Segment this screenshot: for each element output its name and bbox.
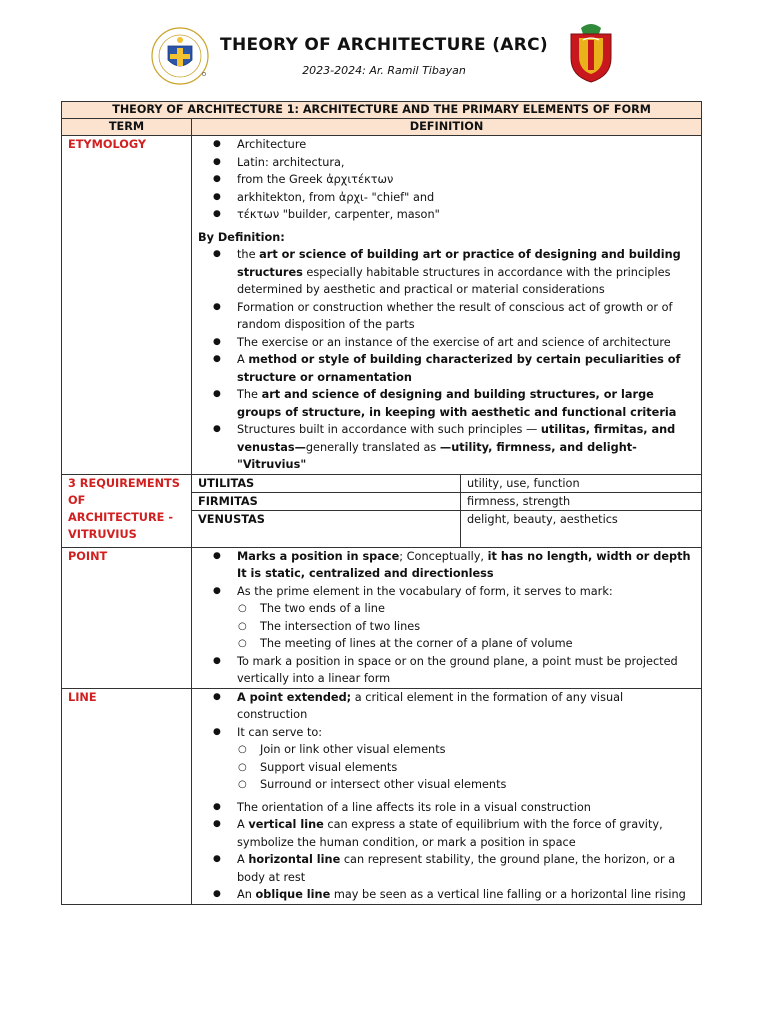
- section-title-row: [62, 102, 702, 119]
- sub-list-item: ○ Join or link other visual elements: [198, 741, 695, 759]
- sub-list-item: ○ Support visual elements: [198, 759, 695, 777]
- list-item: [198, 886, 695, 904]
- column-header-term: TERM: [62, 119, 192, 136]
- point-list: [198, 548, 695, 688]
- document-title: THEORY OF ARCHITECTURE (ARC): [220, 35, 548, 55]
- table-row-requirement: [62, 474, 702, 492]
- text: can express a state of equilibrium with the force of gravity, symbolize the human condition, or mark a position in space: [237, 818, 663, 849]
- list-item: ● Architecture: [198, 136, 695, 154]
- text: a critical element in the formation of any visual construction: [237, 690, 624, 721]
- requirement-name: VENUSTAS: [192, 510, 461, 547]
- bold-text: vertical line: [248, 818, 324, 831]
- text: generally translated as: [305, 440, 440, 454]
- document-subtitle: 2023-2024: Ar. Ramil Tibayan: [302, 64, 466, 77]
- sub-list-item: ○ The two ends of a line: [198, 600, 695, 618]
- bold-text: utilitas, firmitas, and venustas—: [237, 423, 676, 454]
- table-row-point: [62, 547, 702, 688]
- list-item: ● The exercise or an instance of the exercise of art and science of architecture: [198, 334, 695, 352]
- list-item: [198, 421, 695, 474]
- bold-text: —utility, firmness, and delight- "Vitruvius": [237, 440, 637, 471]
- text: It can serve to:: [237, 725, 323, 739]
- list-item: ● The orientation of a line affects its role in a visual construction: [198, 799, 695, 817]
- requirement-meaning: firmness, strength: [461, 492, 702, 510]
- sub-list-item: ○ Surround or intersect other visual elements: [198, 776, 695, 794]
- text: can represent stability, the ground plane, the horizon, or a body at rest: [237, 853, 676, 884]
- text: An: [237, 888, 256, 901]
- line-list: [198, 689, 695, 904]
- definition-point: [192, 547, 702, 688]
- requirement-name: UTILITAS: [192, 474, 461, 492]
- list-item: ● To mark a position in space or on the ground plane, a point must be projected vertically into a linear form: [198, 653, 695, 688]
- bold-text: art or science of building art or practice of designing and building structures: [237, 248, 681, 279]
- bold-text: Marks a position in space: [237, 549, 400, 563]
- list-item: [198, 724, 695, 794]
- bold-text: oblique line: [255, 888, 331, 901]
- list-item: ● Formation or construction whether the result of conscious act of growth or of random disposition of the parts: [198, 299, 695, 334]
- requirement-meaning: utility, use, function: [461, 474, 702, 492]
- etymology-list: [198, 136, 695, 224]
- table-row-etymology: [62, 136, 702, 475]
- table-row-line: [62, 688, 702, 904]
- text: Structures built in accordance with such principles —: [237, 423, 541, 436]
- by-definition-label: By Definition:: [198, 230, 285, 244]
- term-etymology: ETYMOLOGY: [62, 136, 192, 475]
- column-header-row: [62, 119, 702, 136]
- point-sublist: [237, 600, 695, 653]
- list-item: ● arkhitekton, from ἀρχι- "chief" and: [198, 189, 695, 207]
- definition-line: [192, 688, 702, 904]
- list-item: [198, 816, 695, 851]
- document-header: [0, 0, 768, 96]
- text: may be seen as a vertical line falling or a horizontal line rising: [330, 888, 686, 901]
- list-item: [198, 583, 695, 653]
- section-title: THEORY OF ARCHITECTURE 1: ARCHITECTURE AND THE PRIMARY ELEMENTS OF FORM: [62, 102, 702, 119]
- term-requirements: 3 REQUIREMENTS OF ARCHITECTURE - VITRUVIUS: [62, 474, 192, 547]
- list-item: [198, 548, 695, 583]
- list-item: [198, 689, 695, 724]
- bold-text: art and science of designing and building structures, or large groups of structure, in keeping with aesthetic and functional criteria: [237, 388, 677, 419]
- list-item: [198, 246, 695, 299]
- term-point: POINT: [62, 547, 192, 688]
- bold-text: horizontal line: [248, 853, 341, 866]
- text: A: [237, 353, 249, 366]
- text: As the prime element in the vocabulary of form, it serves to mark:: [237, 584, 613, 598]
- text: A: [237, 818, 249, 831]
- bold-text: A point extended;: [237, 690, 352, 704]
- text: A: [237, 853, 249, 866]
- text: especially habitable structures in accordance with the principles determined by aesthetic and practical or material considerations: [237, 265, 671, 296]
- list-item: ● Latin: architectura,: [198, 154, 695, 172]
- shield-crest-icon: [565, 18, 617, 84]
- line-sublist: [237, 741, 695, 794]
- text: ; Conceptually,: [399, 549, 488, 563]
- text: The: [237, 388, 262, 401]
- definition-list: [198, 246, 695, 474]
- definition-etymology: [192, 136, 702, 475]
- list-item: [198, 386, 695, 421]
- sub-list-item: ○ The meeting of lines at the corner of a plane of volume: [198, 635, 695, 653]
- requirement-name: FIRMITAS: [192, 492, 461, 510]
- requirement-meaning: delight, beauty, aesthetics: [461, 510, 702, 547]
- bold-text: it has no length, width or depth It is static, centralized and directionless: [237, 549, 691, 580]
- content-table: [61, 101, 702, 905]
- list-item: ● from the Greek ἀρχιτέκτων: [198, 171, 695, 189]
- column-header-definition: DEFINITION: [192, 119, 702, 136]
- list-item: [198, 351, 695, 386]
- term-line: LINE: [62, 688, 192, 904]
- text: the: [237, 248, 260, 261]
- list-item: ● τέκτων "builder, carpenter, mason": [198, 206, 695, 224]
- list-item: [198, 851, 695, 886]
- bold-text: method or style of building characterized by certain peculiarities of structure or ornamentation: [237, 353, 681, 384]
- sub-list-item: ○ The intersection of two lines: [198, 618, 695, 636]
